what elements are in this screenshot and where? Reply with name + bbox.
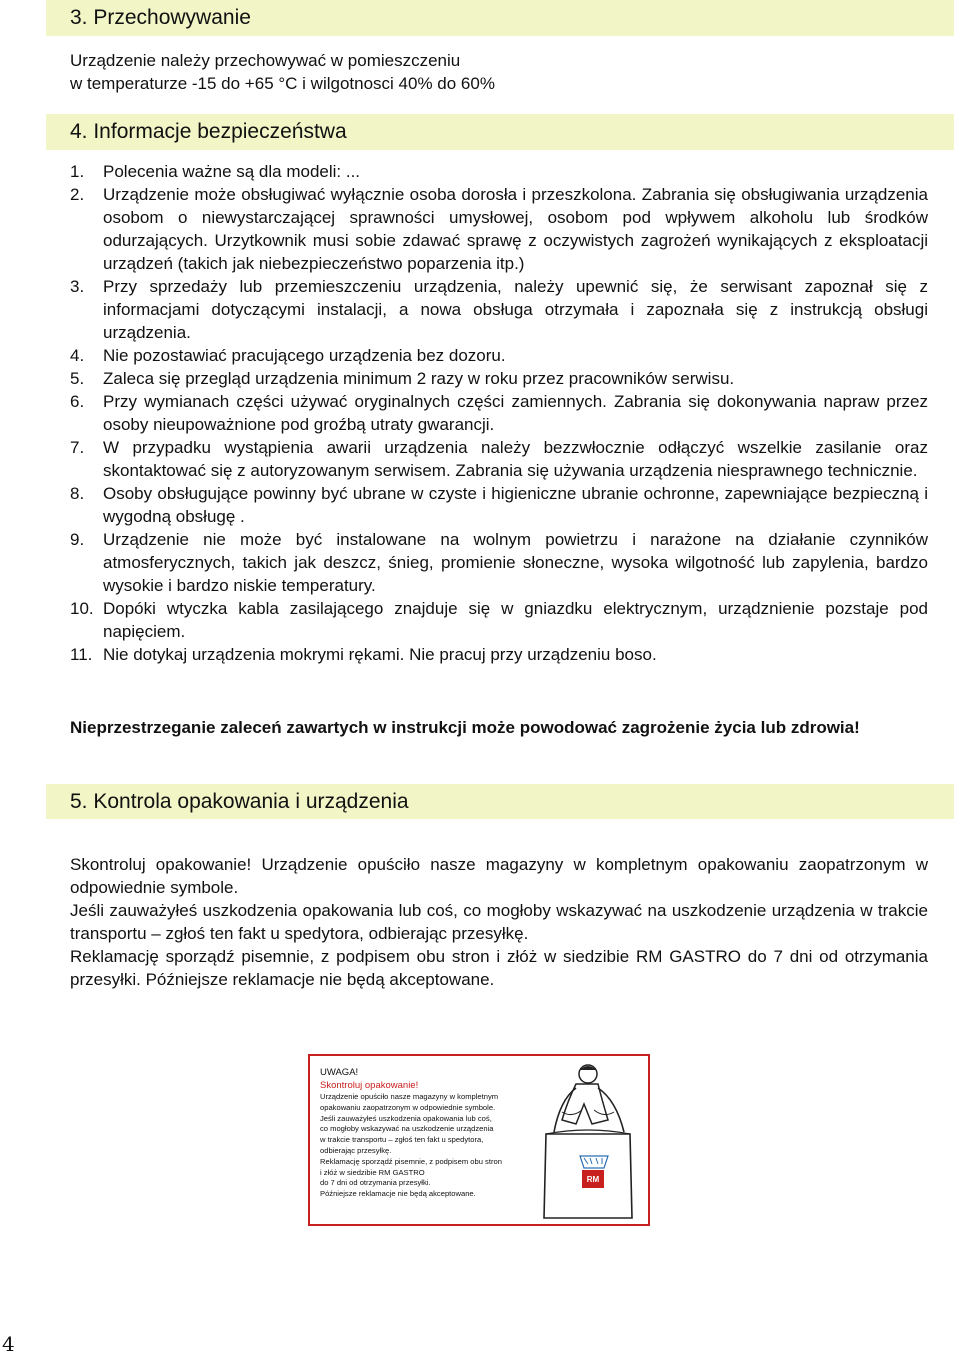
list-number: 1. bbox=[70, 162, 85, 181]
section-4-title: 4. Informacje bezpieczeństwa bbox=[70, 120, 347, 143]
label-line: Późniejsze reklamacje nie będą akceptowane. bbox=[320, 1189, 476, 1199]
list-item bbox=[70, 482, 928, 528]
packaging-warning-label bbox=[308, 1054, 650, 1226]
box-logo-text: RM bbox=[586, 1175, 600, 1184]
section-3-title: 3. Przechowywanie bbox=[70, 6, 251, 29]
list-item bbox=[70, 183, 928, 275]
list-number: 9. bbox=[70, 530, 85, 549]
damage-paragraph: Jeśli zauważyłeś uszkodzenia opakowania lub coś, co mogłoby wskazywać na uszkodzenie urządzenia w trakcie transportu – zgłoś ten fakt u spedytora, odbierając przesyłkę. bbox=[70, 901, 928, 943]
list-number: 10. bbox=[70, 599, 94, 618]
list-item bbox=[70, 597, 928, 643]
label-line: Reklamację sporządź pisemnie, z podpisem obu stron bbox=[320, 1156, 502, 1166]
list-text: W przypadku wystąpienia awarii urządzenia należy bezzwłocznie odłączyć wszelkie zasilanie oraz skontaktować się z autoryzowanym serwisem. Zabrania się używania urządzenia niesprawnego technicznie. bbox=[103, 438, 928, 480]
list-item bbox=[70, 528, 928, 597]
list-text: Osoby obsługujące powinny być ubrane w czyste i higieniczne ubranie ochronne, zapewniające bezpieczną i wygodną obsługę . bbox=[103, 484, 928, 526]
list-item bbox=[70, 275, 928, 344]
list-text: Przy wymianach części używać oryginalnych części zamiennych. Zabrania się dokonywania napraw przez osoby nieupoważnione pod groźbą utraty gwarancji. bbox=[103, 392, 928, 434]
list-number: 11. bbox=[70, 645, 93, 664]
storage-line-2: w temperaturze -15 do +65 °C i wilgotnosci 40% do 60% bbox=[70, 74, 495, 93]
list-item bbox=[70, 643, 928, 666]
label-line: Jeśli zauważyłeś uszkodzenia opakowania lub coś, bbox=[320, 1113, 492, 1123]
list-text: Nie dotykaj urządzenia mokrymi rękami. Nie pracuj przy urządzeniu boso. bbox=[103, 645, 657, 664]
list-text: Urządzenie może obsługiwać wyłącznie osoba dorosła i przeszkolona. Zabrania się obsługiwania urządzenia osobom o niewystarczającej sprawności umysłowej, osobom pod wpływem alkoholu lub środków odurzających. Urzytkownik musi sobie zdawać sprawę z oczywistych zagrożeń wynikających z eksploatacji urządzeń (takich jak niebezpieczeństwo poparzenia itp.) bbox=[103, 185, 928, 273]
list-number: 3. bbox=[70, 277, 85, 296]
label-line: w trakcie transportu – zgłoś ten fakt u spedytora, bbox=[320, 1135, 484, 1145]
list-number: 8. bbox=[70, 484, 85, 503]
list-text: Polecenia ważne są dla modeli: ... bbox=[103, 162, 361, 181]
section-5-title: 5. Kontrola opakowania i urządzenia bbox=[70, 790, 409, 813]
label-line: do 7 dni od otrzymania przesyłki. bbox=[320, 1178, 431, 1188]
list-item bbox=[70, 160, 928, 183]
rm-gastro-logo-icon bbox=[580, 1156, 608, 1188]
label-line: opakowaniu zaopatrzonym w odpowiednie symbole. bbox=[320, 1102, 496, 1112]
list-text: Przy sprzedaży lub przemieszczeniu urządzenia, należy upewnić się, że serwisant zapoznał się z informacjami dotyczącymi instalacji, a nowa obsługa otrzymała i zapoznała się z instrukcją obsługi urządzenia. bbox=[103, 277, 928, 342]
list-number: 2. bbox=[70, 185, 85, 204]
safety-list bbox=[70, 160, 928, 666]
list-number: 5. bbox=[70, 369, 85, 388]
list-number: 4. bbox=[70, 346, 85, 365]
list-item bbox=[70, 436, 928, 482]
label-line: Urządzenie opuściło nasze magazyny w kompletnym bbox=[320, 1092, 499, 1101]
list-text: Nie pozostawiać pracującego urządzenia bez dozoru. bbox=[103, 346, 506, 365]
list-number: 7. bbox=[70, 438, 85, 457]
list-number: 6. bbox=[70, 392, 85, 411]
label-line: i złóż w siedzibie RM GASTRO bbox=[320, 1167, 425, 1177]
list-text: Urządzenie nie może być instalowane na wolnym powietrzu i narażone na działanie czynników atmosferycznych, takich jak deszcz, śnieg, promienie słoneczne, wysoka wilgotność lub zapylenia, bardzo wysokie i bardzo niskie temperatury. bbox=[103, 530, 928, 595]
storage-line-1: Urządzenie należy przechowywać w pomieszczeniu bbox=[70, 51, 461, 70]
safety-warning: Nieprzestrzeganie zaleceń zawartych w instrukcji może powodować zagrożenie życia lub zdrowia! bbox=[70, 718, 860, 737]
section-5-body bbox=[70, 853, 928, 991]
label-line: co mogłoby wskazywać na uszkodzenie urządzenia bbox=[320, 1124, 494, 1134]
list-text: Zaleca się przegląd urządzenia minimum 2 razy w roku przez pracowników serwisu. bbox=[103, 369, 735, 388]
worker-with-box-illustration bbox=[532, 1060, 644, 1222]
list-item bbox=[70, 390, 928, 436]
list-text: Dopóki wtyczka kabla zasilającego znajduje się w gniazdku elektrycznym, urządznienie pozstaje pod napięciem. bbox=[103, 599, 928, 641]
label-text bbox=[320, 1066, 540, 1200]
packaging-paragraph: Skontroluj opakowanie! Urządzenie opuściło nasze magazyny w kompletnym opakowaniu zaopatrzonym w odpowiednie symbole. bbox=[70, 855, 928, 897]
complaint-paragraph: Reklamację sporządź pisemnie, z podpisem obu stron i złóż w siedzibie RM GASTRO do 7 dni od otrzymania przesyłki. Późniejsze reklamacje nie będą akceptowane. bbox=[70, 947, 928, 989]
label-title: UWAGA! bbox=[320, 1067, 359, 1078]
list-item bbox=[70, 367, 928, 390]
page-number: 4 bbox=[2, 1332, 15, 1356]
label-line: odbierając przesyłkę. bbox=[320, 1145, 392, 1155]
list-item bbox=[70, 344, 928, 367]
section-3-body bbox=[70, 49, 928, 95]
label-subtitle: Skontroluj opakowanie! bbox=[320, 1080, 419, 1091]
